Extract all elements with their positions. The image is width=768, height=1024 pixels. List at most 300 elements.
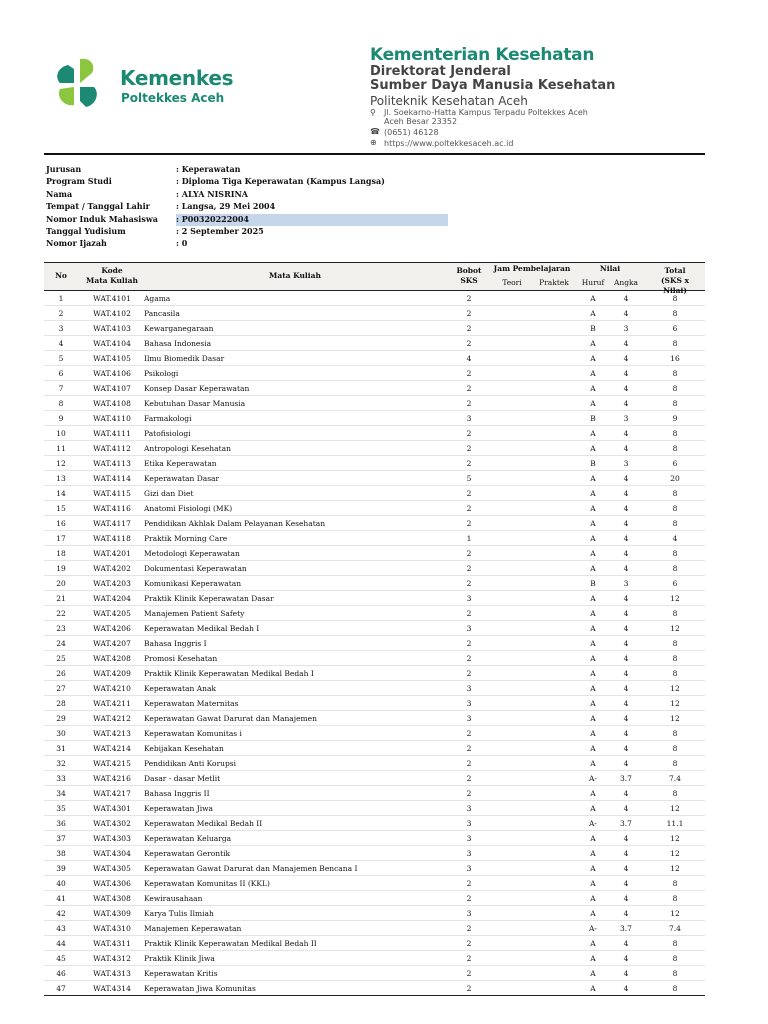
cell-code: WAT.4103: [93, 324, 131, 333]
cell-course-name: Kewirausahaan: [144, 894, 203, 903]
cell-course-name: Praktik Klinik Keperawatan Medikal Bedah I: [144, 669, 314, 678]
cell-course-name: Dokumentasi Keperawatan: [144, 564, 247, 573]
table-row: [44, 726, 705, 741]
table-row: [44, 711, 705, 726]
cell-angka: 4: [623, 594, 629, 603]
cell-total: 8: [672, 504, 678, 513]
table-row: [44, 411, 705, 426]
cell-code: WAT.4203: [93, 579, 131, 588]
table-row: [44, 636, 705, 651]
cell-angka: 4: [623, 789, 629, 798]
cell-course-name: Keperawatan Jiwa Komunitas: [144, 984, 256, 993]
cell-sks: 2: [466, 879, 472, 888]
cell-total: 7.4: [669, 924, 681, 933]
header-praktek: Praktek: [539, 278, 569, 287]
cell-huruf: A: [590, 879, 596, 888]
table-row: [44, 381, 705, 396]
cell-no: 1: [58, 294, 64, 303]
cell-no: 14: [56, 489, 66, 498]
cell-code: WAT.4202: [93, 564, 131, 573]
cell-code: WAT.4104: [93, 339, 131, 348]
cell-total: 12: [670, 804, 680, 813]
table-row: [44, 891, 705, 906]
cell-code: WAT.4309: [93, 909, 131, 918]
cell-total: 8: [672, 444, 678, 453]
table-row: [44, 786, 705, 801]
cell-total: 8: [672, 609, 678, 618]
cell-no: 47: [56, 984, 66, 993]
cell-code: WAT.4101: [93, 294, 131, 303]
cell-total: 12: [670, 684, 680, 693]
cell-huruf: A: [590, 474, 596, 483]
cell-total: 8: [672, 489, 678, 498]
cell-code: WAT.4210: [93, 684, 131, 693]
table-row: [44, 681, 705, 696]
cell-huruf: A: [590, 984, 596, 993]
cell-code: WAT.4110: [93, 414, 131, 423]
cell-huruf: B: [590, 324, 596, 333]
cell-angka: 4: [623, 624, 629, 633]
directorate-title: Direktorat Jenderal: [370, 64, 511, 79]
cell-angka: 4: [623, 609, 629, 618]
cell-huruf: A: [590, 399, 596, 408]
cell-angka: 4: [623, 954, 629, 963]
cell-angka: 4: [623, 804, 629, 813]
cell-no: 9: [58, 414, 64, 423]
table-row: [44, 501, 705, 516]
cell-no: 18: [56, 549, 66, 558]
table-row: [44, 801, 705, 816]
cell-huruf: A: [590, 489, 596, 498]
cell-no: 36: [56, 819, 66, 828]
table-row: [44, 426, 705, 441]
cell-code: WAT.4305: [93, 864, 131, 873]
cell-angka: 4: [623, 864, 629, 873]
info-label: Nama: [46, 188, 73, 199]
cell-sks: 3: [466, 594, 472, 603]
cell-total: 9: [672, 414, 678, 423]
header-code-1: Kode: [101, 266, 123, 275]
table-row: [44, 876, 705, 891]
cell-course-name: Keperawatan Keluarga: [144, 834, 232, 843]
cell-huruf: A: [590, 729, 596, 738]
cell-course-name: Kebijakan Kesehatan: [144, 744, 224, 753]
cell-angka: 4: [623, 939, 629, 948]
cell-total: 8: [672, 984, 678, 993]
info-row-ttl: [46, 201, 448, 213]
cell-no: 39: [56, 864, 66, 873]
info-value: : Keperawatan: [176, 164, 241, 174]
cell-total: 20: [670, 474, 680, 483]
cell-total: 11.1: [666, 819, 684, 828]
cell-total: 8: [672, 369, 678, 378]
cell-angka: 4: [623, 639, 629, 648]
info-row-jurusan: [46, 164, 448, 176]
cell-sks: 2: [466, 939, 472, 948]
cell-huruf: A-: [589, 774, 597, 783]
header-nilai: Nilai: [599, 264, 621, 273]
cell-huruf: A: [590, 354, 596, 363]
cell-huruf: A: [590, 429, 596, 438]
cell-total: 12: [670, 699, 680, 708]
cell-huruf: A: [590, 939, 596, 948]
cell-no: 27: [56, 684, 66, 693]
cell-angka: 4: [623, 384, 629, 393]
cell-no: 8: [58, 399, 64, 408]
cell-sks: 2: [466, 984, 472, 993]
cell-huruf: A: [590, 699, 596, 708]
cell-no: 44: [56, 939, 66, 948]
cell-no: 30: [56, 729, 66, 738]
cell-total: 8: [672, 399, 678, 408]
cell-sks: 2: [466, 429, 472, 438]
cell-course-name: Keperawatan Jiwa: [144, 804, 214, 813]
cell-angka: 4: [623, 654, 629, 663]
cell-code: WAT.4215: [93, 759, 131, 768]
table-row: [44, 321, 705, 336]
cell-huruf: A-: [589, 924, 597, 933]
header-code-2: Mata Kuliah: [86, 276, 138, 285]
cell-no: 21: [56, 594, 66, 603]
cell-no: 3: [58, 324, 64, 333]
cell-sks: 2: [466, 459, 472, 468]
cell-total: 16: [670, 354, 680, 363]
cell-total: 8: [672, 654, 678, 663]
cell-angka: 4: [623, 564, 629, 573]
cell-code: WAT.4306: [93, 879, 131, 888]
cell-no: 11: [56, 444, 66, 453]
cell-no: 15: [56, 504, 66, 513]
cell-no: 10: [56, 429, 66, 438]
cell-code: WAT.4312: [93, 954, 131, 963]
table-row: [44, 441, 705, 456]
address-line-2: Aceh Besar 23352: [384, 117, 458, 126]
table-row: [44, 486, 705, 501]
cell-code: WAT.4311: [93, 939, 131, 948]
cell-sks: 3: [466, 714, 472, 723]
cell-code: WAT.4207: [93, 639, 131, 648]
header-no: No: [55, 271, 67, 280]
cell-sks: 2: [466, 384, 472, 393]
cell-huruf: A: [590, 849, 596, 858]
table-row: [44, 696, 705, 711]
cell-course-name: Manajemen Keperawatan: [144, 924, 242, 933]
info-row-ijazah: [46, 238, 448, 250]
cell-huruf: A: [590, 804, 596, 813]
cell-course-name: Keperawatan Komunitas i: [144, 729, 242, 738]
cell-no: 23: [56, 624, 66, 633]
table-row: [44, 576, 705, 591]
website-link[interactable]: https://www.poltekkesaceh.ac.id: [384, 139, 514, 148]
header-total-1: Total: [664, 266, 686, 275]
cell-code: WAT.4310: [93, 924, 131, 933]
info-value: : Diploma Tiga Keperawatan (Kampus Langsa): [176, 176, 385, 187]
cell-sks: 2: [466, 369, 472, 378]
header-angka: Angka: [613, 278, 639, 287]
cell-sks: 2: [466, 894, 472, 903]
ministry-title: Kementerian Kesehatan: [370, 45, 595, 65]
cell-huruf: A: [590, 609, 596, 618]
cell-course-name: Praktik Klinik Keperawatan Medikal Bedah II: [144, 939, 317, 948]
cell-no: 6: [58, 369, 64, 378]
cell-total: 8: [672, 879, 678, 888]
cell-no: 28: [56, 699, 66, 708]
cell-course-name: Dasar - dasar Metlit: [144, 774, 221, 783]
cell-code: WAT.4112: [93, 444, 131, 453]
cell-no: 4: [58, 339, 64, 348]
kemenkes-logo-icon: [50, 55, 120, 111]
cell-course-name: Bahasa Indonesia: [144, 339, 212, 348]
cell-code: WAT.4208: [93, 654, 131, 663]
cell-total: 8: [672, 549, 678, 558]
cell-angka: 4: [623, 369, 629, 378]
address-line-1: Jl. Soekarno-Hatta Kampus Terpadu Poltekkes Aceh: [384, 108, 588, 117]
cell-huruf: A: [590, 684, 596, 693]
cell-sks: 2: [466, 669, 472, 678]
cell-angka: 4: [623, 684, 629, 693]
cell-course-name: Antropologi Kesehatan: [144, 444, 231, 453]
cell-course-name: Pendidikan Akhlak Dalam Pelayanan Kesehatan: [144, 519, 326, 528]
cell-huruf: A: [590, 744, 596, 753]
cell-course-name: Patofisiologi: [144, 429, 191, 438]
cell-angka: 3.7: [620, 819, 632, 828]
grades-table: [44, 262, 705, 996]
cell-code: WAT.4113: [93, 459, 131, 468]
cell-sks: 2: [466, 504, 472, 513]
cell-huruf: A: [590, 339, 596, 348]
cell-code: WAT.4114: [93, 474, 131, 483]
cell-course-name: Keperawatan Kritis: [144, 969, 218, 978]
table-row: [44, 351, 705, 366]
info-value: : 0: [176, 238, 188, 249]
cell-total: 8: [672, 939, 678, 948]
cell-angka: 4: [623, 549, 629, 558]
cell-sks: 4: [466, 354, 472, 363]
cell-sks: 3: [466, 864, 472, 873]
cell-angka: 4: [623, 669, 629, 678]
cell-total: 12: [670, 864, 680, 873]
student-info: [46, 164, 448, 251]
info-value: : ALYA NISRINA: [176, 188, 248, 199]
cell-course-name: Kebutuhan Dasar Manusia: [144, 399, 246, 408]
cell-total: 8: [672, 969, 678, 978]
table-row: [44, 666, 705, 681]
cell-code: WAT.4205: [93, 609, 131, 618]
cell-total: 12: [670, 594, 680, 603]
cell-code: WAT.4304: [93, 849, 131, 858]
cell-course-name: Etika Keperawatan: [144, 459, 217, 468]
header-huruf: Huruf: [581, 278, 605, 287]
cell-total: 8: [672, 339, 678, 348]
cell-code: WAT.4204: [93, 594, 131, 603]
cell-total: 8: [672, 429, 678, 438]
table-row: [44, 396, 705, 411]
institution-name: Politeknik Kesehatan Aceh: [370, 94, 528, 108]
cell-sks: 2: [466, 639, 472, 648]
cell-no: 31: [56, 744, 66, 753]
cell-total: 7.4: [669, 774, 681, 783]
cell-huruf: A: [590, 369, 596, 378]
cell-sks: 2: [466, 294, 472, 303]
table-row: [44, 516, 705, 531]
table-row: [44, 831, 705, 846]
cell-total: 8: [672, 384, 678, 393]
cell-angka: 4: [623, 744, 629, 753]
location-pin-icon: ⚲: [370, 108, 376, 117]
cell-course-name: Praktik Klinik Jiwa: [144, 954, 215, 963]
cell-angka: 4: [623, 699, 629, 708]
cell-angka: 4: [623, 504, 629, 513]
cell-huruf: A: [590, 834, 596, 843]
cell-code: WAT.4314: [93, 984, 131, 993]
cell-no: 12: [56, 459, 66, 468]
cell-course-name: Farmakologi: [144, 414, 192, 423]
cell-no: 5: [58, 354, 64, 363]
cell-total: 8: [672, 669, 678, 678]
table-row: [44, 606, 705, 621]
cell-no: 2: [58, 309, 64, 318]
cell-course-name: Manajemen Patient Safety: [144, 609, 245, 618]
cell-huruf: A: [590, 564, 596, 573]
cell-total: 12: [670, 834, 680, 843]
header-jam: Jam Pembelajaran: [493, 264, 571, 273]
cell-sks: 2: [466, 729, 472, 738]
cell-huruf: B: [590, 414, 596, 423]
cell-sks: 2: [466, 489, 472, 498]
cell-huruf: A: [590, 624, 596, 633]
cell-huruf: A: [590, 519, 596, 528]
cell-angka: 4: [623, 984, 629, 993]
cell-course-name: Keperawatan Anak: [144, 684, 216, 693]
phone-number: (0651) 46128: [384, 128, 439, 137]
table-row: [44, 531, 705, 546]
cell-huruf: A: [590, 969, 596, 978]
cell-course-name: Praktik Klinik Keperawatan Dasar: [144, 594, 274, 603]
cell-angka: 4: [623, 309, 629, 318]
info-row-program-studi: [46, 176, 448, 188]
cell-huruf: A: [590, 909, 596, 918]
cell-sks: 2: [466, 579, 472, 588]
cell-sks: 2: [466, 954, 472, 963]
cell-code: WAT.4118: [93, 534, 131, 543]
cell-huruf: A: [590, 669, 596, 678]
cell-huruf: A: [590, 549, 596, 558]
cell-course-name: Keperawatan Maternitas: [144, 699, 239, 708]
cell-course-name: Keperawatan Gawat Darurat dan Manajemen: [144, 714, 317, 723]
cell-sks: 2: [466, 744, 472, 753]
cell-sks: 1: [466, 534, 472, 543]
cell-code: WAT.4117: [93, 519, 131, 528]
cell-code: WAT.4301: [93, 804, 131, 813]
info-value-highlighted[interactable]: : P00320222004: [176, 214, 448, 226]
cell-angka: 3: [623, 579, 629, 588]
cell-sks: 2: [466, 519, 472, 528]
cell-course-name: Pendidikan Anti Korupsi: [144, 759, 237, 768]
table-row: [44, 591, 705, 606]
cell-angka: 3: [623, 324, 629, 333]
cell-sks: 3: [466, 819, 472, 828]
table-row: [44, 816, 705, 831]
cell-no: 45: [56, 954, 66, 963]
info-row-yudisium: [46, 226, 448, 238]
cell-total: 8: [672, 309, 678, 318]
cell-total: 8: [672, 729, 678, 738]
cell-total: 4: [672, 534, 678, 543]
cell-no: 42: [56, 909, 66, 918]
header-total-2: (SKS x Nilai): [661, 276, 689, 295]
cell-no: 32: [56, 759, 66, 768]
header-name: Mata Kuliah: [269, 271, 321, 280]
cell-huruf: A: [590, 759, 596, 768]
cell-sks: 2: [466, 969, 472, 978]
table-row: [44, 906, 705, 921]
cell-code: WAT.4209: [93, 669, 131, 678]
table-row: [44, 291, 705, 306]
cell-code: WAT.4212: [93, 714, 131, 723]
cell-no: 13: [56, 474, 66, 483]
cell-no: 41: [56, 894, 66, 903]
logo-subtitle: Poltekkes Aceh: [121, 91, 225, 105]
cell-huruf: A: [590, 654, 596, 663]
cell-angka: 3: [623, 414, 629, 423]
cell-angka: 4: [623, 729, 629, 738]
table-row: [44, 756, 705, 771]
cell-sks: 2: [466, 759, 472, 768]
cell-code: WAT.4217: [93, 789, 131, 798]
cell-no: 35: [56, 804, 66, 813]
cell-total: 8: [672, 744, 678, 753]
cell-total: 8: [672, 954, 678, 963]
cell-course-name: Promosi Kesehatan: [144, 654, 218, 663]
cell-angka: 4: [623, 444, 629, 453]
cell-angka: 3.7: [620, 774, 632, 783]
table-row: [44, 741, 705, 756]
cell-course-name: Ilmu Biomedik Dasar: [144, 354, 225, 363]
cell-angka: 4: [623, 519, 629, 528]
table-row: [44, 936, 705, 951]
cell-sks: 3: [466, 849, 472, 858]
header-teori: Teori: [502, 278, 522, 287]
cell-no: 20: [56, 579, 66, 588]
cell-total: 8: [672, 519, 678, 528]
cell-total: 8: [672, 564, 678, 573]
cell-course-name: Keperawatan Dasar: [144, 474, 220, 483]
cell-angka: 4: [623, 354, 629, 363]
cell-course-name: Keperawatan Komunitas II (KKL): [144, 879, 270, 888]
cell-code: WAT.4308: [93, 894, 131, 903]
cell-no: 33: [56, 774, 66, 783]
cell-angka: 4: [623, 429, 629, 438]
cell-huruf: A: [590, 639, 596, 648]
cell-angka: 4: [623, 894, 629, 903]
cell-sks: 2: [466, 564, 472, 573]
cell-no: 19: [56, 564, 66, 573]
table-row: [44, 651, 705, 666]
cell-total: 12: [670, 624, 680, 633]
cell-angka: 3.7: [620, 924, 632, 933]
cell-sks: 3: [466, 699, 472, 708]
cell-angka: 4: [623, 399, 629, 408]
cell-code: WAT.4206: [93, 624, 131, 633]
cell-no: 43: [56, 924, 66, 933]
cell-course-name: Kewarganegaraan: [144, 324, 214, 333]
cell-total: 8: [672, 759, 678, 768]
cell-code: WAT.4211: [93, 699, 131, 708]
cell-code: WAT.4111: [93, 429, 131, 438]
table-row: [44, 621, 705, 636]
cell-sks: 2: [466, 924, 472, 933]
info-label: Program Studi: [46, 176, 112, 187]
